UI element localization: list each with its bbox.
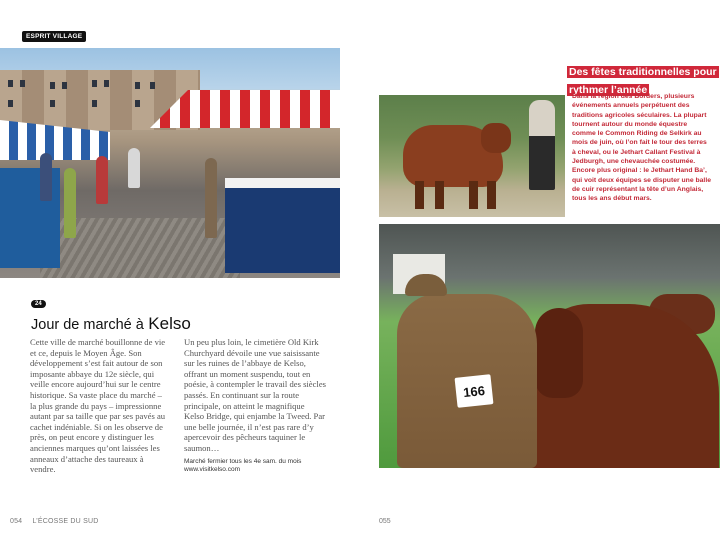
sidebar-body: Dans la région des Borders, plusieurs événements annuels perpétuent des traditions agricoles séculaires. La plupart tournent autour du monde équestre comme le Common Riding de Selkirk au mois de juin, où l’on fait le tour des terres à cheval, ou le Jethart Callant Festival à Jedburgh, une chevauchée costumée. Encore plus original : le Jethart Hand Ba’, qui voit deux équipes se disputer une balle de cuir représentant la tête d’un Anglais, tous les ans début mars. (572, 93, 711, 203)
article-column-2 (184, 337, 326, 475)
horse-show-photo (379, 224, 720, 468)
section-tag: ESPRIT VILLAGE (22, 31, 86, 42)
website-link[interactable]: www.visitkelso.com (184, 466, 240, 474)
article-column-1 (30, 337, 170, 475)
competitor-number: 166 (455, 374, 494, 408)
sidebar-title: Des fêtes traditionnelles pour rythmer l’année (569, 66, 717, 96)
page-number-right: 055 (379, 518, 391, 525)
chapter-label: L’ÉCOSSE DU SUD (32, 518, 99, 525)
page-number-left: 054 (10, 518, 23, 525)
paragraph: Un peu plus loin, le cimetière Old Kirk Churchyard dévoile une vue saisissante sur les ruines de l’abbaye de Kelso, offrant un moment suspendu, tout en poésie, à contempler le travail des siècles passés. En continuant sur la route principale, on atteint le magnifique Kelso Bridge, qui enjambe la Tweed. Par une belle journée, il n’est pas rare d’y apercevoir des pêcheurs taquiner le saumon… (184, 337, 326, 453)
step-number: 24 (31, 300, 46, 308)
practical-info (184, 458, 326, 475)
title-place: Kelso (148, 314, 191, 333)
article-title (31, 314, 191, 334)
title-prefix: Jour de marché à (31, 317, 144, 333)
highland-cow-photo (379, 95, 565, 217)
market-schedule: Marché fermier tous les 4e sam. du mois (184, 457, 302, 465)
paragraph: Cette ville de marché bouillonne de vie et ce, depuis le Moyen Âge. Son développement s’est fait autour de son imposante abbaye du 12e siècle, qui veille encore aujourd’hui sur le centre historique. Sa vaste place du marché – la plus grande du pays – impressionne autant par sa taille que par ses pavés au cachet indéniable. Si on les observe de près, on peut encore y distinguer les anciennes marques qu’ont laissées les anneaux d’attache des taureaux à vendre. (30, 337, 166, 475)
market-photo (0, 48, 340, 278)
footer-left (10, 518, 98, 525)
